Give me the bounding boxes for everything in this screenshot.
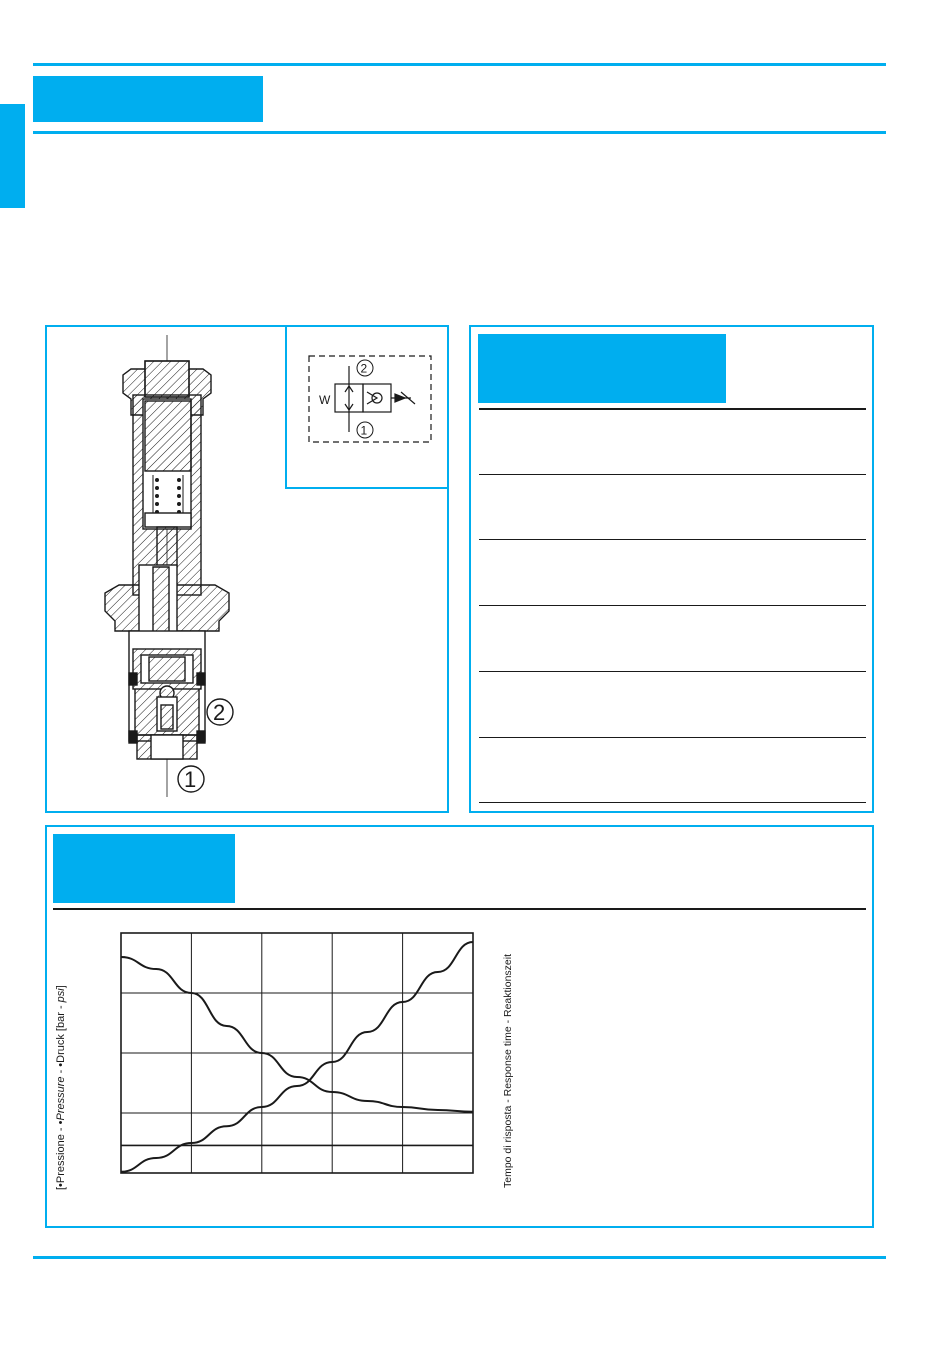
response-chart bbox=[120, 932, 474, 1174]
hydraulic-symbol bbox=[305, 352, 435, 444]
secondary-y-axis-label: Tempo di risposta - Response time - Reaktionszeit bbox=[502, 953, 514, 1188]
valve-cross-section-drawing bbox=[95, 335, 245, 800]
port-1-label: 1 bbox=[184, 767, 197, 792]
top-rule bbox=[33, 63, 886, 66]
specs-row-divider bbox=[479, 539, 866, 540]
spring-label: W bbox=[319, 393, 331, 407]
series-line-2 bbox=[121, 942, 473, 1172]
footer-rule bbox=[33, 1256, 886, 1259]
port-2-label: 2 bbox=[213, 700, 226, 725]
specs-header-rule bbox=[479, 408, 866, 410]
specs-row-divider bbox=[479, 671, 866, 672]
symbol-port-2: 2 bbox=[360, 361, 368, 376]
side-tab-marker bbox=[0, 104, 25, 208]
y-axis-label: [•Pressione - •Pressure - •Druck [bar - psi] bbox=[55, 985, 67, 1190]
graph-header-rule bbox=[53, 908, 866, 910]
specs-row-divider bbox=[479, 474, 866, 475]
symbol-port-1: 1 bbox=[360, 423, 368, 438]
specs-row-divider bbox=[479, 802, 866, 803]
specs-row-divider bbox=[479, 605, 866, 606]
header-rule bbox=[33, 131, 886, 134]
specs-row-divider bbox=[479, 737, 866, 738]
section-header-bar bbox=[33, 76, 263, 122]
specs-header-bar bbox=[478, 334, 726, 403]
graph-header-bar bbox=[53, 834, 235, 903]
series-line-1 bbox=[121, 957, 473, 1112]
